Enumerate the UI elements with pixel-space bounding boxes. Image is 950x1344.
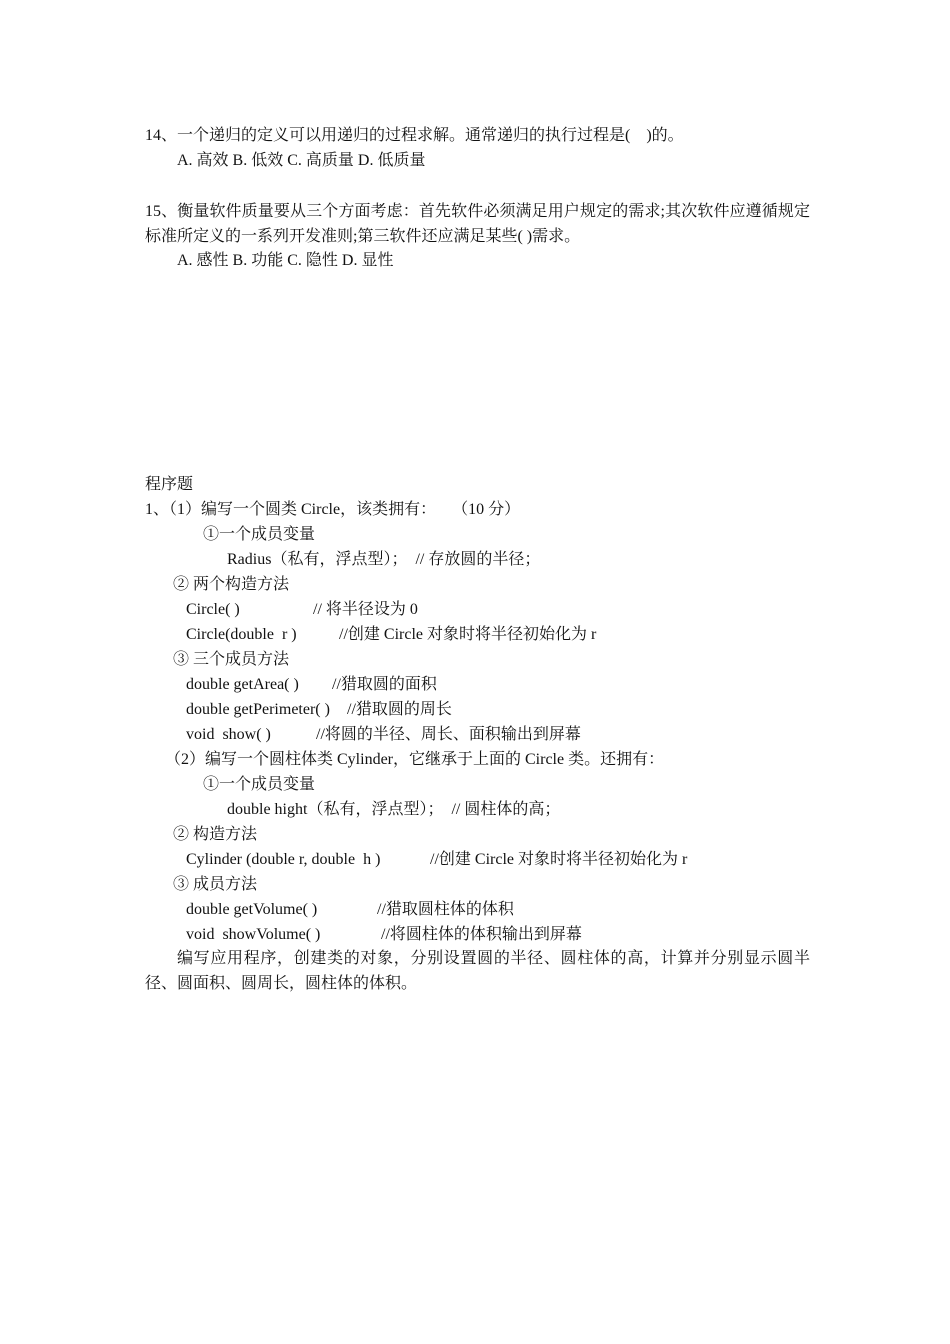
- question-14-options: A. 高效 B. 低效 C. 高质量 D. 低质量: [177, 152, 426, 169]
- circle-ctor2-comment: //创建 Circle 对象时将半径初始化为 r: [339, 626, 597, 643]
- problem-1-heading: 1、（1）编写一个圆类 Circle，该类拥有： （10 分）: [145, 501, 521, 518]
- cylinder-ctor-title: ② 构造方法: [173, 826, 258, 843]
- cylinder-member-var-title: ①一个成员变量: [203, 776, 316, 793]
- problem-2-heading: （2）编写一个圆柱体类 Cylinder，它继承于上面的 Circle 类。还拥有：: [165, 751, 665, 768]
- cylinder-ctor-signature: Cylinder (double r, double h ): [186, 851, 381, 868]
- circle-method2-comment: //猎取圆的周长: [347, 701, 452, 718]
- section-title: 程序题: [145, 476, 194, 493]
- cylinder-method2-comment: //将圆柱体的体积输出到屏幕: [381, 926, 582, 943]
- cylinder-ctor-comment: //创建 Circle 对象时将半径初始化为 r: [430, 851, 688, 868]
- circle-methods-title: ③ 三个成员方法: [173, 651, 290, 668]
- cylinder-method1-signature: double getVolume( ): [186, 901, 318, 918]
- circle-method2-signature: double getPerimeter( ): [186, 701, 330, 718]
- circle-method3-comment: //将圆的半径、周长、面积输出到屏幕: [316, 726, 581, 743]
- circle-method1-signature: double getArea( ): [186, 676, 299, 693]
- circle-ctor-title: ② 两个构造方法: [173, 576, 290, 593]
- circle-ctor2-signature: Circle(double r ): [186, 626, 297, 643]
- cylinder-method2-signature: void showVolume( ): [186, 926, 321, 943]
- circle-ctor1-comment: // 将半径设为 0: [313, 601, 418, 618]
- circle-method3-signature: void show( ): [186, 726, 271, 743]
- cylinder-method1-comment: //猎取圆柱体的体积: [377, 901, 514, 918]
- question-15-options: A. 感性 B. 功能 C. 隐性 D. 显性: [177, 252, 394, 269]
- cylinder-member-var: double hight（私有，浮点型）； // 圆柱体的高；: [227, 801, 561, 818]
- question-15-text: 15、衡量软件质量要从三个方面考虑：首先软件必须满足用户规定的需求;其次软件应遵循规定标准所定义的一系列开发准则;第三软件还应满足某些( )需求。: [145, 203, 810, 245]
- cylinder-methods-title: ③ 成员方法: [173, 876, 258, 893]
- circle-member-var-title: ①一个成员变量: [203, 526, 316, 543]
- question-14-text: 14、一个递归的定义可以用递归的过程求解。通常递归的执行过程是( )的。: [145, 127, 684, 144]
- circle-ctor1-signature: Circle( ): [186, 601, 240, 618]
- circle-method1-comment: //猎取圆的面积: [332, 676, 437, 693]
- final-instruction-paragraph: 编写应用程序，创建类的对象，分别设置圆的半径、圆柱体的高，计算并分别显示圆半径、圆面积、圆周长，圆柱体的体积。: [145, 950, 810, 992]
- circle-member-var: Radius（私有，浮点型）； // 存放圆的半径；: [227, 551, 541, 568]
